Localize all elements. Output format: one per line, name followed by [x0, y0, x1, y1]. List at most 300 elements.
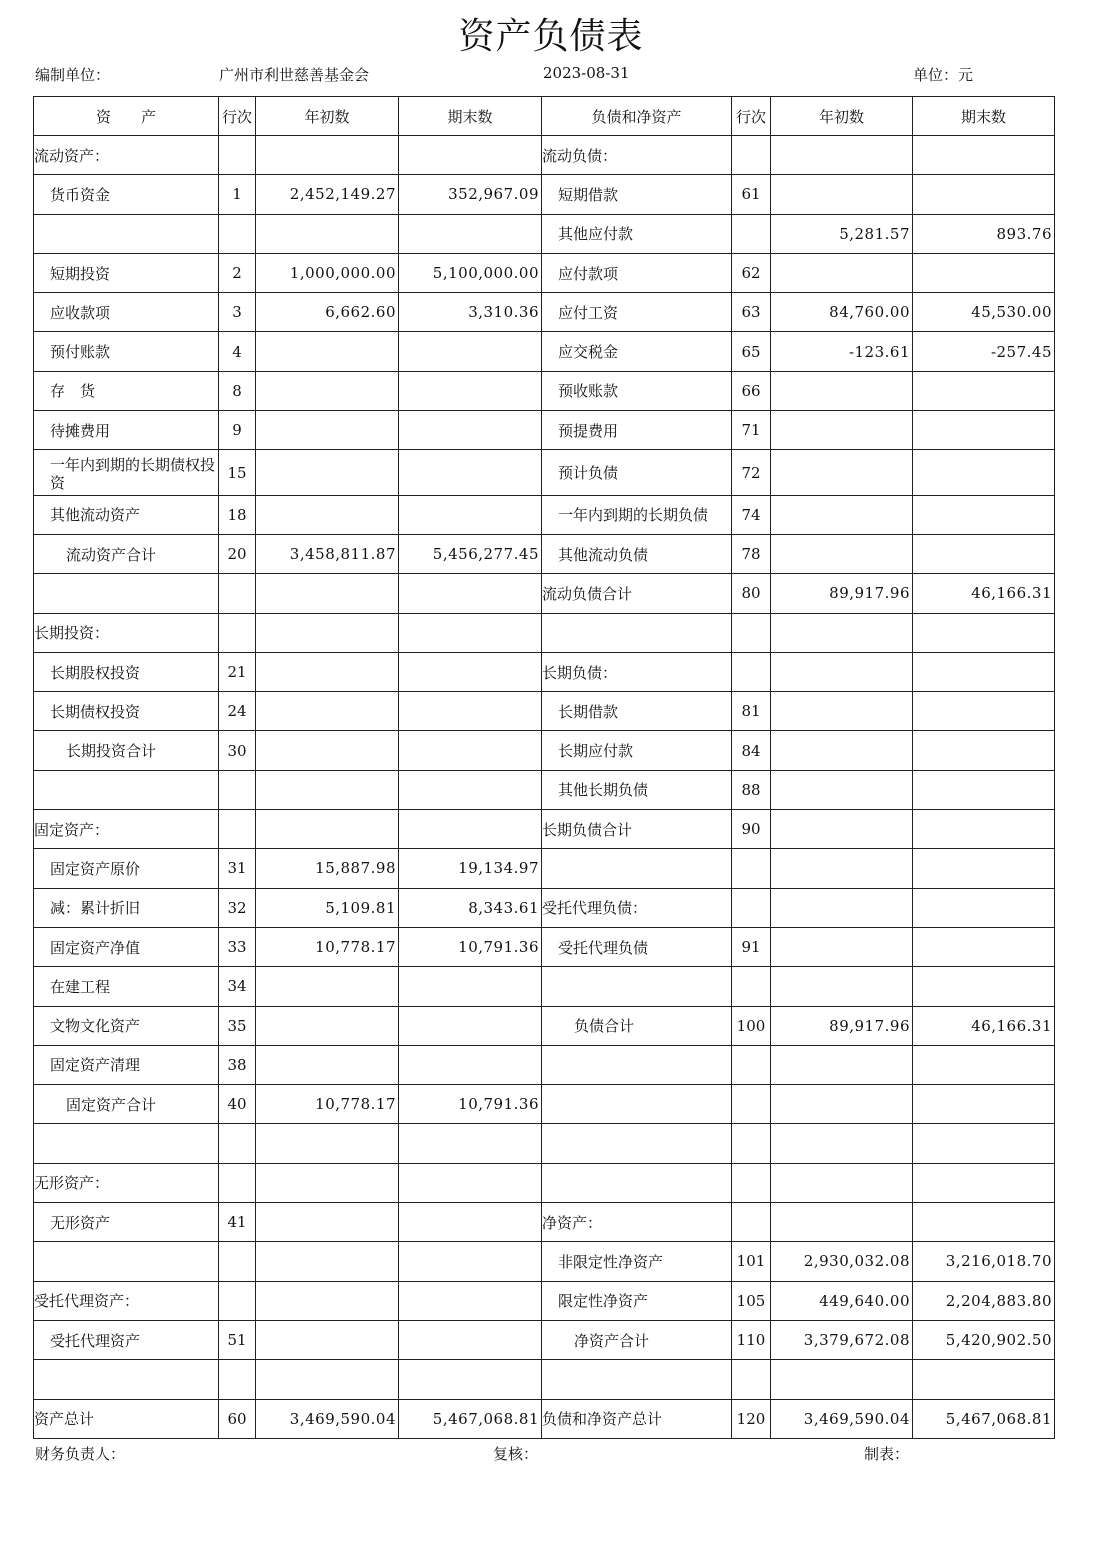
asset-ending: [399, 967, 542, 1006]
liability-name: [542, 1360, 732, 1399]
asset-ending: 19,134.97: [399, 849, 542, 888]
asset-ending: [399, 1242, 542, 1281]
liability-ending: [913, 810, 1055, 849]
liability-name: 短期借款: [542, 175, 732, 214]
asset-name: 货币资金: [34, 175, 219, 214]
liability-line-no: 101: [732, 1242, 771, 1281]
liability-line-no: 84: [732, 731, 771, 770]
liability-beginning: 3,379,672.08: [771, 1320, 913, 1359]
liability-name: [542, 613, 732, 652]
liability-line-no: [732, 1163, 771, 1202]
asset-beginning: [256, 1006, 399, 1045]
asset-ending: 3,310.36: [399, 293, 542, 332]
asset-name: 固定资产合计: [34, 1085, 219, 1124]
liability-beginning: [771, 692, 913, 731]
asset-name: 其他流动资产: [34, 495, 219, 534]
table-row: [34, 1163, 1055, 1202]
header-beginning-2: 年初数: [771, 97, 913, 136]
asset-beginning: [256, 1320, 399, 1359]
liability-name: 限定性净资产: [542, 1281, 732, 1320]
liability-ending: [913, 731, 1055, 770]
asset-beginning: [256, 495, 399, 534]
liability-line-no: 65: [732, 332, 771, 371]
liability-ending: [913, 1124, 1055, 1163]
asset-ending: [399, 332, 542, 371]
asset-line-no: 2: [219, 253, 256, 292]
liability-line-no: [732, 613, 771, 652]
liability-line-no: 80: [732, 574, 771, 613]
asset-beginning: 2,452,149.27: [256, 175, 399, 214]
liability-line-no: 63: [732, 293, 771, 332]
currency-unit: 单位：元: [913, 66, 974, 84]
asset-line-no: [219, 1281, 256, 1320]
liability-ending: [913, 652, 1055, 691]
liability-name: 其他应付款: [542, 214, 732, 253]
liability-ending: [913, 136, 1055, 175]
liability-name: 非限定性净资产: [542, 1242, 732, 1281]
table-row: [34, 1360, 1055, 1399]
liability-name: 流动负债：: [542, 136, 732, 175]
liability-beginning: 3,469,590.04: [771, 1399, 913, 1438]
asset-line-no: 38: [219, 1045, 256, 1084]
asset-beginning: 15,887.98: [256, 849, 399, 888]
liability-line-no: 71: [732, 411, 771, 450]
table-row: [34, 495, 1055, 534]
asset-line-no: [219, 214, 256, 253]
liability-name: 长期借款: [542, 692, 732, 731]
liability-beginning: [771, 888, 913, 927]
asset-beginning: [256, 450, 399, 495]
asset-name: [34, 214, 219, 253]
asset-line-no: 32: [219, 888, 256, 927]
asset-ending: [399, 810, 542, 849]
liability-ending: [913, 175, 1055, 214]
table-row: [34, 534, 1055, 573]
table-header-row: [34, 97, 1055, 136]
header-ending: 期末数: [399, 97, 542, 136]
liability-beginning: [771, 495, 913, 534]
asset-ending: [399, 214, 542, 253]
asset-name: 固定资产净值: [34, 927, 219, 966]
liability-ending: 5,420,902.50: [913, 1320, 1055, 1359]
asset-name: 减：累计折旧: [34, 888, 219, 927]
liability-line-no: [732, 1360, 771, 1399]
liability-ending: [913, 1085, 1055, 1124]
liability-line-no: [732, 849, 771, 888]
asset-ending: [399, 613, 542, 652]
organization-name: 广州市利世慈善基金会: [219, 66, 370, 84]
table-row: [34, 692, 1055, 731]
asset-line-no: 4: [219, 332, 256, 371]
asset-name: [34, 1360, 219, 1399]
asset-line-no: 41: [219, 1203, 256, 1242]
liability-beginning: 89,917.96: [771, 574, 913, 613]
liability-beginning: 5,281.57: [771, 214, 913, 253]
asset-beginning: 5,109.81: [256, 888, 399, 927]
asset-line-no: [219, 1242, 256, 1281]
liability-line-no: [732, 1085, 771, 1124]
asset-ending: [399, 1163, 542, 1202]
liability-line-no: 81: [732, 692, 771, 731]
liability-beginning: -123.61: [771, 332, 913, 371]
asset-name: 固定资产原价: [34, 849, 219, 888]
table-row: [34, 136, 1055, 175]
asset-line-no: 18: [219, 495, 256, 534]
asset-ending: 8,343.61: [399, 888, 542, 927]
table-row: [34, 411, 1055, 450]
liability-line-no: 100: [732, 1006, 771, 1045]
asset-line-no: 24: [219, 692, 256, 731]
asset-ending: 10,791.36: [399, 927, 542, 966]
asset-ending: [399, 1320, 542, 1359]
asset-ending: [399, 1124, 542, 1163]
table-row: [34, 1281, 1055, 1320]
liability-beginning: [771, 411, 913, 450]
table-row: [34, 1006, 1055, 1045]
liability-line-no: 61: [732, 175, 771, 214]
asset-ending: [399, 574, 542, 613]
liability-name: 长期负债合计: [542, 810, 732, 849]
liability-line-no: 66: [732, 371, 771, 410]
liability-ending: [913, 534, 1055, 573]
asset-ending: 352,967.09: [399, 175, 542, 214]
liability-beginning: [771, 371, 913, 410]
asset-beginning: [256, 411, 399, 450]
liability-ending: [913, 1045, 1055, 1084]
asset-name: 待摊费用: [34, 411, 219, 450]
table-row: [34, 1124, 1055, 1163]
liability-ending: [913, 371, 1055, 410]
asset-name: 存 货: [34, 371, 219, 410]
liability-line-no: [732, 1045, 771, 1084]
asset-beginning: [256, 613, 399, 652]
liability-ending: [913, 411, 1055, 450]
asset-beginning: [256, 1242, 399, 1281]
table-row: [34, 1085, 1055, 1124]
asset-ending: 5,467,068.81: [399, 1399, 542, 1438]
asset-beginning: [256, 967, 399, 1006]
asset-line-no: [219, 810, 256, 849]
asset-name: 短期投资: [34, 253, 219, 292]
asset-beginning: [256, 1124, 399, 1163]
liability-beginning: [771, 136, 913, 175]
preparer-unit-label: 编制单位：: [35, 66, 111, 84]
liability-name: 流动负债合计: [542, 574, 732, 613]
liability-name: 受托代理负债：: [542, 888, 732, 927]
asset-name: [34, 770, 219, 809]
asset-beginning: 3,469,590.04: [256, 1399, 399, 1438]
liability-line-no: 91: [732, 927, 771, 966]
asset-beginning: [256, 1163, 399, 1202]
preparer-label: 制表：: [864, 1445, 910, 1463]
liability-ending: 46,166.31: [913, 1006, 1055, 1045]
liability-name: 长期应付款: [542, 731, 732, 770]
asset-ending: [399, 1281, 542, 1320]
liability-line-no: [732, 888, 771, 927]
asset-line-no: 33: [219, 927, 256, 966]
asset-name: 受托代理资产: [34, 1320, 219, 1359]
asset-beginning: [256, 1281, 399, 1320]
table-row: [34, 371, 1055, 410]
asset-ending: 5,456,277.45: [399, 534, 542, 573]
liability-name: 一年内到期的长期负债: [542, 495, 732, 534]
liability-ending: 3,216,018.70: [913, 1242, 1055, 1281]
asset-name: 固定资产清理: [34, 1045, 219, 1084]
liability-beginning: 449,640.00: [771, 1281, 913, 1320]
liability-beginning: [771, 927, 913, 966]
asset-line-no: 51: [219, 1320, 256, 1359]
asset-beginning: [256, 652, 399, 691]
liability-line-no: [732, 214, 771, 253]
asset-line-no: 31: [219, 849, 256, 888]
asset-line-no: 60: [219, 1399, 256, 1438]
asset-ending: [399, 495, 542, 534]
asset-line-no: 3: [219, 293, 256, 332]
liability-name: [542, 967, 732, 1006]
asset-name: 无形资产：: [34, 1163, 219, 1202]
liability-name: [542, 1085, 732, 1124]
table-row: [34, 770, 1055, 809]
liability-line-no: [732, 136, 771, 175]
asset-line-no: [219, 613, 256, 652]
asset-name: 在建工程: [34, 967, 219, 1006]
table-row: [34, 214, 1055, 253]
liability-name: 其他流动负债: [542, 534, 732, 573]
table-row: [34, 652, 1055, 691]
liability-beginning: [771, 1085, 913, 1124]
asset-name: 流动资产合计: [34, 534, 219, 573]
liability-beginning: 84,760.00: [771, 293, 913, 332]
header-beginning: 年初数: [256, 97, 399, 136]
asset-beginning: [256, 770, 399, 809]
liability-name: [542, 1045, 732, 1084]
asset-line-no: [219, 1163, 256, 1202]
liability-beginning: [771, 1045, 913, 1084]
asset-name: 固定资产：: [34, 810, 219, 849]
asset-ending: [399, 652, 542, 691]
liability-ending: [913, 692, 1055, 731]
table-row: [34, 1203, 1055, 1242]
liability-beginning: [771, 1360, 913, 1399]
asset-name: 无形资产: [34, 1203, 219, 1242]
liability-line-no: 78: [732, 534, 771, 573]
asset-name: 预付账款: [34, 332, 219, 371]
table-row: [34, 967, 1055, 1006]
asset-beginning: [256, 731, 399, 770]
asset-name: 长期债权投资: [34, 692, 219, 731]
liability-ending: [913, 888, 1055, 927]
finance-head-label: 财务负责人：: [35, 1445, 126, 1463]
liability-line-no: [732, 652, 771, 691]
liability-ending: [913, 1203, 1055, 1242]
table-row: [34, 332, 1055, 371]
liability-beginning: [771, 450, 913, 495]
asset-line-no: 20: [219, 534, 256, 573]
liability-beginning: [771, 967, 913, 1006]
asset-line-no: 21: [219, 652, 256, 691]
asset-beginning: 10,778.17: [256, 927, 399, 966]
liability-ending: [913, 770, 1055, 809]
liability-name: [542, 849, 732, 888]
table-row: [34, 849, 1055, 888]
asset-ending: [399, 411, 542, 450]
asset-line-no: 35: [219, 1006, 256, 1045]
asset-name: 流动资产：: [34, 136, 219, 175]
table-row: [34, 888, 1055, 927]
asset-name: [34, 1124, 219, 1163]
table-row: [34, 1399, 1055, 1438]
liability-beginning: [771, 849, 913, 888]
asset-ending: [399, 450, 542, 495]
liability-ending: 2,204,883.80: [913, 1281, 1055, 1320]
liability-name: 受托代理负债: [542, 927, 732, 966]
liability-line-no: 74: [732, 495, 771, 534]
asset-ending: [399, 371, 542, 410]
table-row: [34, 1320, 1055, 1359]
liability-ending: 45,530.00: [913, 293, 1055, 332]
liability-line-no: 88: [732, 770, 771, 809]
table-row: [34, 253, 1055, 292]
table-row: [34, 293, 1055, 332]
table-row: [34, 574, 1055, 613]
liability-name: 负债和净资产总计: [542, 1399, 732, 1438]
balance-sheet-table: [33, 96, 1055, 1439]
header-line-no: 行次: [219, 97, 256, 136]
asset-beginning: [256, 1360, 399, 1399]
table-row: [34, 1045, 1055, 1084]
asset-name: 长期股权投资: [34, 652, 219, 691]
table-row: [34, 175, 1055, 214]
table-row: [34, 613, 1055, 652]
asset-line-no: 40: [219, 1085, 256, 1124]
liability-line-no: [732, 967, 771, 1006]
liability-name: 预计负债: [542, 450, 732, 495]
liability-ending: [913, 849, 1055, 888]
liability-name: 负债合计: [542, 1006, 732, 1045]
liability-ending: 893.76: [913, 214, 1055, 253]
liability-beginning: [771, 1124, 913, 1163]
asset-name: 受托代理资产：: [34, 1281, 219, 1320]
asset-beginning: [256, 214, 399, 253]
liability-beginning: [771, 253, 913, 292]
asset-line-no: [219, 1360, 256, 1399]
liability-name: [542, 1163, 732, 1202]
asset-ending: [399, 770, 542, 809]
asset-line-no: 15: [219, 450, 256, 495]
asset-name: 资产总计: [34, 1399, 219, 1438]
liability-ending: [913, 1163, 1055, 1202]
header-line-no-2: 行次: [732, 97, 771, 136]
liability-beginning: [771, 534, 913, 573]
liability-beginning: [771, 652, 913, 691]
liability-beginning: [771, 1163, 913, 1202]
report-date: 2023-08-31: [543, 64, 630, 82]
liability-name: 净资产：: [542, 1203, 732, 1242]
liability-ending: [913, 495, 1055, 534]
asset-name: 长期投资：: [34, 613, 219, 652]
liability-line-no: 90: [732, 810, 771, 849]
liability-name: 预收账款: [542, 371, 732, 410]
asset-beginning: [256, 332, 399, 371]
asset-beginning: 1,000,000.00: [256, 253, 399, 292]
asset-beginning: 6,662.60: [256, 293, 399, 332]
asset-name: 文物文化资产: [34, 1006, 219, 1045]
liability-line-no: 72: [732, 450, 771, 495]
liability-name: 预提费用: [542, 411, 732, 450]
asset-beginning: [256, 371, 399, 410]
table-row: [34, 450, 1055, 495]
asset-line-no: 30: [219, 731, 256, 770]
liability-line-no: 120: [732, 1399, 771, 1438]
page-title: 资产负债表: [458, 16, 644, 57]
asset-beginning: [256, 1203, 399, 1242]
liability-name: 净资产合计: [542, 1320, 732, 1359]
asset-ending: [399, 1203, 542, 1242]
liability-ending: [913, 967, 1055, 1006]
reviewer-label: 复核：: [493, 1445, 539, 1463]
liability-name: 应付工资: [542, 293, 732, 332]
liability-line-no: 105: [732, 1281, 771, 1320]
asset-beginning: 3,458,811.87: [256, 534, 399, 573]
asset-beginning: [256, 136, 399, 175]
asset-ending: [399, 731, 542, 770]
liability-name: 长期负债：: [542, 652, 732, 691]
asset-beginning: [256, 810, 399, 849]
asset-beginning: [256, 1045, 399, 1084]
asset-beginning: [256, 692, 399, 731]
liability-ending: [913, 927, 1055, 966]
asset-line-no: [219, 1124, 256, 1163]
asset-name: 一年内到期的长期债权投资: [34, 450, 219, 495]
liability-name: 应付款项: [542, 253, 732, 292]
header-ending-2: 期末数: [913, 97, 1055, 136]
liability-beginning: 89,917.96: [771, 1006, 913, 1045]
liability-ending: -257.45: [913, 332, 1055, 371]
liability-ending: 46,166.31: [913, 574, 1055, 613]
header-assets: 资 产: [34, 97, 219, 136]
asset-ending: [399, 692, 542, 731]
asset-line-no: 1: [219, 175, 256, 214]
liability-ending: 5,467,068.81: [913, 1399, 1055, 1438]
liability-ending: [913, 613, 1055, 652]
asset-ending: [399, 136, 542, 175]
table-row: [34, 1242, 1055, 1281]
asset-ending: [399, 1045, 542, 1084]
asset-name: [34, 574, 219, 613]
liability-name: 其他长期负债: [542, 770, 732, 809]
liability-beginning: [771, 810, 913, 849]
liability-line-no: 62: [732, 253, 771, 292]
liability-beginning: 2,930,032.08: [771, 1242, 913, 1281]
liability-beginning: [771, 1203, 913, 1242]
asset-name: 长期投资合计: [34, 731, 219, 770]
liability-ending: [913, 253, 1055, 292]
asset-beginning: [256, 574, 399, 613]
table-row: [34, 810, 1055, 849]
header-liabilities: 负债和净资产: [542, 97, 732, 136]
asset-line-no: 34: [219, 967, 256, 1006]
asset-ending: [399, 1006, 542, 1045]
asset-line-no: 9: [219, 411, 256, 450]
asset-line-no: [219, 770, 256, 809]
asset-ending: [399, 1360, 542, 1399]
liability-name: [542, 1124, 732, 1163]
liability-line-no: [732, 1124, 771, 1163]
asset-line-no: [219, 574, 256, 613]
liability-ending: [913, 1360, 1055, 1399]
asset-ending: 10,791.36: [399, 1085, 542, 1124]
liability-line-no: 110: [732, 1320, 771, 1359]
